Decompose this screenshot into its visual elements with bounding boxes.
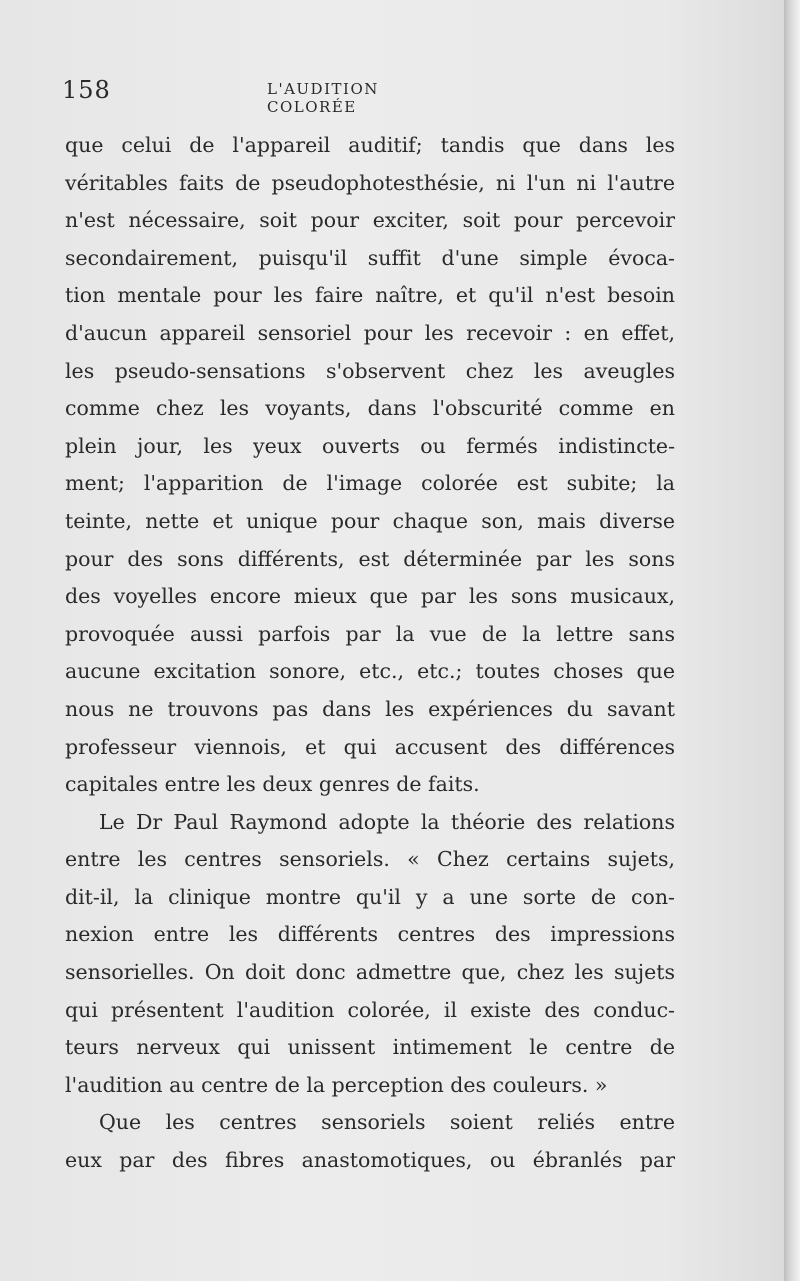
text-line: qui présentent l'audition colorée, il existe des conduc-	[65, 997, 675, 1022]
text-line: professeur viennois, et qui accusent des différences	[65, 734, 675, 759]
text-line: eux par des fibres anastomotiques, ou ébranlés par	[65, 1148, 675, 1173]
text-line: les pseudo-sensations s'observent chez les aveugles	[65, 358, 675, 383]
text-line: nexion entre les différents centres des impressions	[65, 922, 675, 947]
text-line: comme chez les voyants, dans l'obscurité comme en	[65, 396, 675, 421]
text-line: aucune excitation sonore, etc., etc.; toutes choses que	[65, 659, 675, 684]
text-line: plein jour, les yeux ouverts ou fermés indistincte-	[65, 433, 675, 458]
text-line: véritables faits de pseudophotesthésie, ni l'un ni l'autre	[65, 170, 675, 195]
text-line: des voyelles encore mieux que par les sons musicaux,	[65, 584, 675, 609]
text-line: ment; l'apparition de l'image colorée est subite; la	[65, 471, 675, 496]
text-line: Que les centres sensoriels soient reliés entre	[99, 1110, 675, 1135]
text-line: sensorielles. On doit donc admettre que, chez les sujets	[65, 960, 675, 985]
page-edge-shadow	[784, 0, 800, 1281]
text-line: teinte, nette et unique pour chaque son, mais diverse	[65, 508, 675, 533]
text-line: secondairement, puisqu'il suffit d'une simple évoca-	[65, 245, 675, 270]
text-line: l'audition au centre de la perception des couleurs. »	[65, 1072, 608, 1097]
text-line: d'aucun appareil sensoriel pour les recevoir : en effet,	[65, 320, 675, 345]
text-line: nous ne trouvons pas dans les expériences du savant	[65, 696, 675, 721]
text-line: tion mentale pour les faire naître, et qu'il n'est besoin	[65, 283, 675, 308]
text-line: Le Dr Paul Raymond adopte la théorie des relations	[99, 809, 675, 834]
running-title: L'AUDITION COLORÉE	[267, 80, 379, 116]
text-line: entre les centres sensoriels. « Chez certains sujets,	[65, 847, 675, 872]
text-line: dit-il, la clinique montre qu'il y a une sorte de con-	[65, 884, 675, 909]
text-line: provoquée aussi parfois par la vue de la lettre sans	[65, 621, 675, 646]
body-text	[65, 127, 675, 1180]
page-header	[62, 76, 472, 116]
text-line: teurs nerveux qui unissent intimement le centre de	[65, 1035, 675, 1060]
text-line: n'est nécessaire, soit pour exciter, soit pour percevoir	[65, 208, 675, 233]
page-number: 158	[62, 76, 111, 104]
text-line: capitales entre les deux genres de faits.	[65, 772, 480, 797]
text-line: pour des sons différents, est déterminée par les sons	[65, 546, 675, 571]
text-line: que celui de l'appareil auditif; tandis que dans les	[65, 133, 675, 157]
